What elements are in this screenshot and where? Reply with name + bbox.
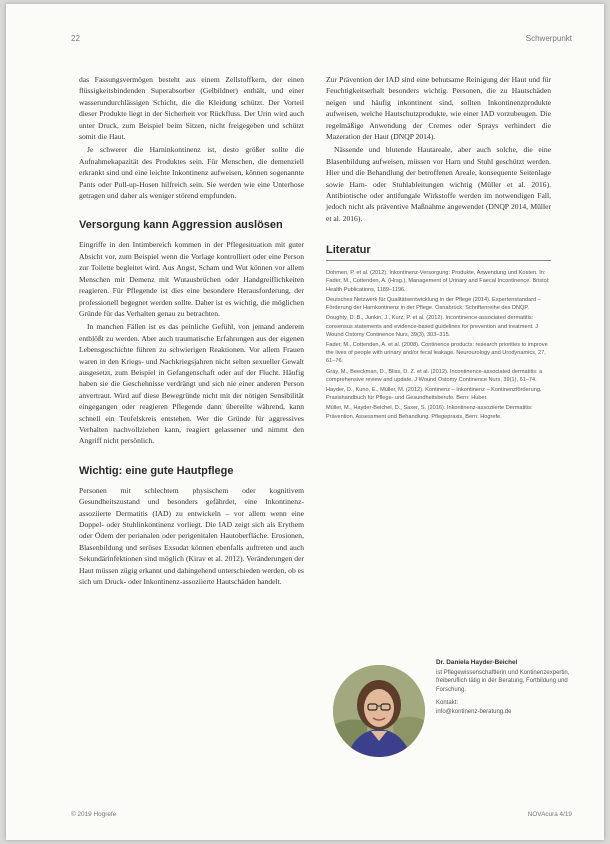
right-column [326,74,551,423]
reference-item: Hayder, D., Kuno, E., Müller, M. (2012). Kontinenz – Inkontinenz – Kontinenzförderung. Praxishandbuch für Pflege- und Gesundheitsberufe. Bern: Huber. [326,386,542,402]
author-bio: ist Pflegewissenschaftlerin und Kontinenzexpertin, freiberuflich tätig in der Beratung, Fortbildung und Forschung. [436,669,570,693]
reference-list [326,269,551,420]
body-paragraph: Eingriffe in den Intimbereich kommen in der Pflegesituation mit guter Absicht vor, zum Beispiel wenn die Vorlage kontrolliert oder eine Person zur Toilette begleitet wird. Aus Angst, Scham und Wut können vor allem Menschen mit Demenz mit Wutausbrüchen oder Handgreiflichkeiten reagieren. Für Pflegende ist dies eine besondere Herausforderung, der professionell begegnet werden sollte. Daher ist es wichtig, die möglichen Gründe für das Verhalten genau zu betrachten. [79,240,304,318]
body-paragraph: Nässende und blutende Hautareale, aber auch solche, die eine Blasenbildung aufweisen, müssen vor Harn und Stuhl geschützt werden. Hier und die Behandlung der betroffenen Areale, konsequente Seitenlage sowie Harn- oder Stuhlableitungen wichtig (Müller et al. 2016). Antibiotische oder antifungale Wirkstoffe werden im notwendigen Fall, jedoch nicht als präventive Maßnahme angewendet (DNQP 2014, Müller et al. 2016). [326,145,551,223]
body-paragraph: In manchen Fällen ist es das peinliche Gefühl, von jemand anderem entblößt zu werden. Aber auch traumatische Erfahrungen aus der eigenen Lebensgeschichte führen zu schwierigen Reaktionen. Vor allem Frauen waren in den Kriegs- und Nachkriegsjahren nicht selten sexueller Gewalt ausgesetzt, zum Beispiel in Gefangenschaft oder auf der Flucht. Häufig haben sie die Geschehnisse verdrängt und sich nie einer anderen Person anvertraut. Wird auf diese Bewegründe nicht mit der nötigen Sensibilität eingegangen oder reagieren Pflegende dann übereilte während, kann schnell ein Teufelskreis entstehen. Wer die Gründe für aggressives Verhalten nachvollziehen kann, reagiert gelassener und nimmt den Angriff nicht persönlich. [79,322,304,446]
body-paragraph: Personen mit schlechtem physischem oder kognitivem Gesundheitszustand und besonders gefährdet, eine Inkontinenz-assoziierte Dermatitis (IAD) zu entwickeln – vor allem wenn eine Doppel- oder Stuhlinkontinenz vorliegt. Die IAD zeigt sich als Erythem oder Ödem der perianalen oder perigenitalen Hautoberfläche. Erosionen, Blasenbildung und seröses Exsudat können ebenfalls auftreten und auch Sekundärinfektionen sind möglich (Kirav et al. 2012). Veränderungen der Haut müssen zügig erkannt und dahingehend unterschieden werden, ob es sich um Druck- oder Inkontinenz-assoziierte Hautschäden handelt. [79,485,304,587]
reference-item: Gray, M., Beeckman, D., Bliss, D. Z. et al. (2012). Incontinence-associated dermatitis: a comprehensive review and update. J Wound Ostomy Continence Nurs, 39(1), 61–74. [326,368,543,383]
body-paragraph: das Fassungsvermögen besteht aus einem Zellstoffkern, der einen flüssigkeitsbindenden Superabsorber (Gelbildner) enthält, und einer wasserundurchlässigen Schicht, die die Kleidung schützt. Der Vorteil dieser Produkte liegt in der Sicherheit vor Rückfluss. Der Urin wird auch unter Druck, zum Beispiel beim Sitzen, nicht freigegeben und schützt somit die Haut. [79,75,304,142]
left-column [79,74,304,589]
literature-heading: Literatur [326,244,551,261]
author-name: Dr. Daniela Hayder-Beichel [436,659,518,666]
author-box [333,659,595,769]
author-contact-label: Kontakt: [436,700,459,707]
reference-item: Dohmen, P. et al. (2012). Inkontinenz-Versorgung: Produkte, Anwendung und Kosten. In: Fader, M., Cottenden, A. (Hrsg.), Management of Urinary and Faecal Incontinence. Bristol: Health Publications, 1189–1196. [326,270,550,293]
footer-issue: NOVAcura 4/19 [527,811,572,818]
page-number: 22 [71,34,80,43]
author-portrait [333,665,425,757]
reference-item: Doughty, D. B., Junkin, J., Kurz, P. et al. (2012). Incontinence-associated dermatitis: consensus statements and evidence-based guidelines for prevention and treatment. J Wound Ostomy Continence Nurs, 39(3), 303–315. [326,315,539,338]
body-paragraph: Zur Prävention der IAD sind eine behutsame Reinigung der Haut und für Feuchtigkeitserhalt besonders wichtig. Personen, die zu Hautschäden neigen und häufig inkontinent sind, sollten Inkontinenzprodukte aufweisen, welche Hautschutzprodukte, wie einer IAD vorzubeugen. Die regelmäßige Anwendung der Cremes oder Sprays verhindert die Mazeration der Haut (DNQP 2014). [326,75,551,142]
reference-item: Deutsches Netzwerk für Qualitätsentwicklung in der Pflege (2014). Expertenstandard – Förderung der Harnkontinenz in der Pflege. Osnabrück: Schriftenreihe des DNQP. [326,296,541,312]
footer-copyright: © 2019 Hogrefe [71,811,117,818]
section-heading-skin-care: Wichtig: eine gute Hautpflege [79,464,234,477]
section-heading-aggression: Versorgung kann Aggression auslösen [79,219,283,232]
section-label: Schwerpunkt [525,34,572,43]
reference-item: Fader, M., Cottenden, A. et al. (2008). Continence products: research priorities to improve the lives of people with urinary and/or fecal leakage. Neurourology and Urodynamics, 27, 61–76. [326,341,548,365]
magazine-page [6,4,604,840]
body-paragraph: Je schwerer die Harninkontinenz ist, desto größer sollte die Aufnahmekapazität des Produktes sein. Für Menschen, die demenziell erkrankt sind und eine leichte Inkontinenz aufweisen, können sogenannte Pants oder Pull-up-Hosen hilfreich sein. Sie werden wie eine Unterhose getragen und daher als weniger störend empfunden. [79,145,304,201]
reference-item: Müller, M., Hayder-Beichel, D., Saxer, S. (2016). Inkontinenz-assoziierte Dermatitis: Prävention, Assessment und Behandlung. Pflegepraxis, Bern: Hogrefe. [326,405,533,420]
author-contact-email[interactable]: info@kontinenz-beratung.de [436,708,512,715]
author-info [436,659,586,717]
